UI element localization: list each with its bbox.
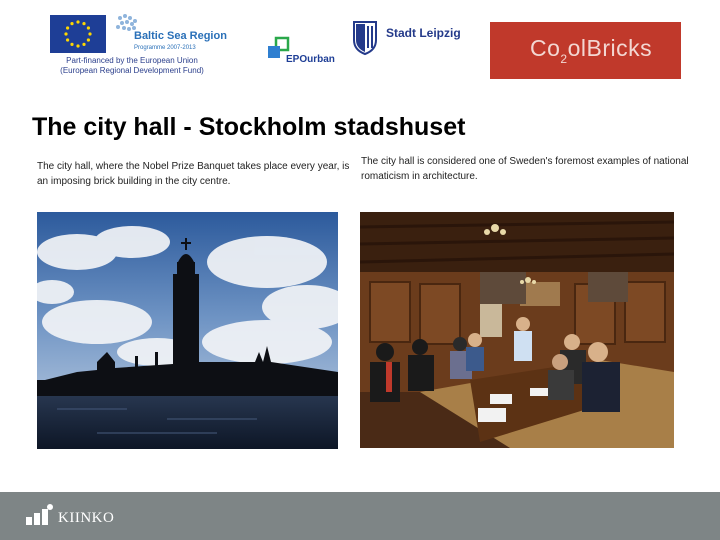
coolbricks-part1: Co — [530, 35, 561, 61]
leipzig-name: Stadt Leipzig — [386, 26, 461, 40]
leipzig-logo — [352, 20, 476, 60]
programme-years: Programme 2007-2013 — [134, 45, 196, 51]
slide-title: The city hall - Stockholm stadshuset — [32, 113, 466, 141]
caption-right: The city hall is considered one of Sweden's foremost examples of national romaticism in architecture. — [361, 156, 689, 182]
logo-bar — [0, 0, 720, 90]
coolbricks-logo — [490, 22, 681, 79]
coolbricks-part2: olBricks — [567, 35, 653, 61]
eu-funding-caption — [46, 56, 218, 76]
kiinko-logo-icon — [24, 503, 54, 527]
coolbricks-wordmark — [530, 35, 653, 66]
eu-flag-icon — [50, 15, 106, 53]
eu-funding-logo — [46, 12, 227, 82]
eu-caption-line2: (European Regional Development Fund) — [60, 66, 204, 75]
footer-bar — [0, 492, 720, 540]
caption-left: The city hall, where the Nobel Prize Banquet takes place every year, is an imposing brick building in the city centre. — [37, 161, 350, 187]
programme-name: Baltic Sea Region — [134, 30, 227, 42]
city-hall-meeting-room-photo — [360, 212, 674, 448]
coolbricks-subscript: 2 — [560, 52, 568, 66]
kiinko-brand: KIINKO — [58, 510, 115, 526]
leipzig-crest-icon — [352, 20, 378, 56]
epourban-name: EPOurban — [286, 54, 335, 65]
eu-caption-line1: Part-financed by the European Union — [66, 56, 198, 65]
city-hall-exterior-photo — [37, 212, 338, 449]
